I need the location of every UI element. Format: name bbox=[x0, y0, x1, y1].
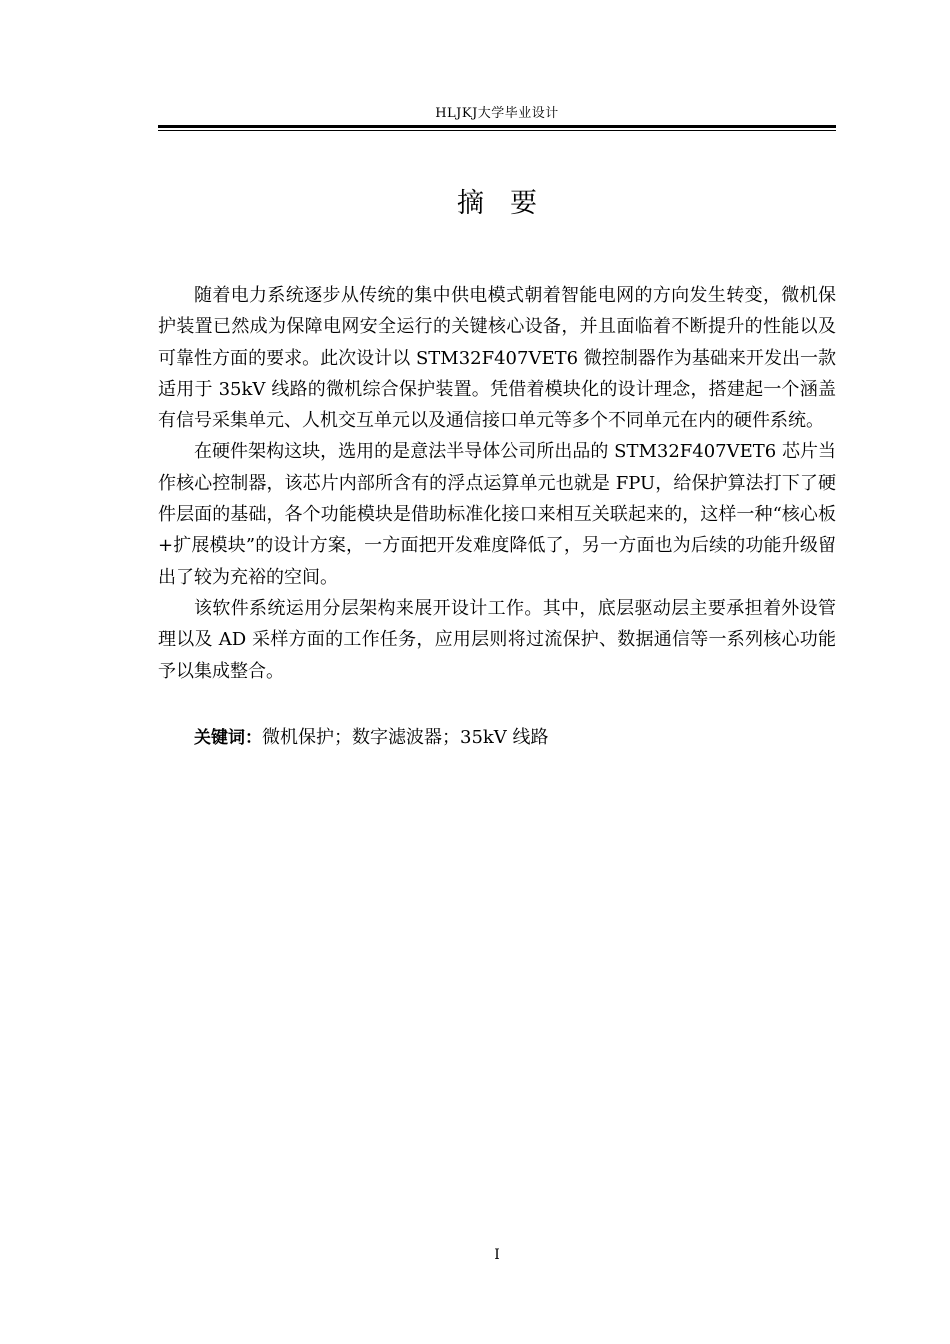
header-rule-thin bbox=[158, 130, 836, 131]
keywords-label: 关键词： bbox=[194, 728, 262, 748]
abstract-body bbox=[158, 280, 836, 687]
abstract-paragraph-2: 在硬件架构这块，选用的是意法半导体公司所出品的 STM32F407VET6 芯片当作核心控制器，该芯片内部所含有的浮点运算单元也就是 FPU，给保护算法打下了硬件层面的基础，各个功能模块是借助标准化接口来相互关联起来的，这样一种“核心板+扩展模块”的设计方案，一方面把开发难度降低了，另一方面也为后续的功能升级留出了较为充裕的空间。 bbox=[158, 441, 836, 588]
header-rule-thick bbox=[158, 125, 836, 128]
keywords-text: 微机保护；数字滤波器；35kV 线路 bbox=[262, 727, 549, 748]
keywords-line bbox=[194, 724, 834, 752]
running-header: HLJKJ大学毕业设计 bbox=[435, 106, 559, 121]
abstract-paragraph-3: 该软件系统运用分层架构来展开设计工作。其中，底层驱动层主要承担着外设管理以及 AD 采样方面的工作任务，应用层则将过流保护、数据通信等一系列核心功能予以集成整合。 bbox=[158, 597, 836, 682]
abstract-paragraph-1: 随着电力系统逐步从传统的集中供电模式朝着智能电网的方向发生转变，微机保护装置已然成为保障电网安全运行的关键核心设备，并且面临着不断提升的性能以及可靠性方面的要求。此次设计以 STM32F407VET6 微控制器作为基础来开发出一款适用于 35kV 线路的微机综合保护装置。凭借着模块化的设计理念，搭建起一个涵盖有信号采集单元、人机交互单元以及通信接口单元等多个不同单元在内的硬件系统。 bbox=[158, 285, 836, 432]
abstract-title: 摘要 bbox=[457, 188, 563, 219]
page-number: I bbox=[494, 1247, 500, 1263]
